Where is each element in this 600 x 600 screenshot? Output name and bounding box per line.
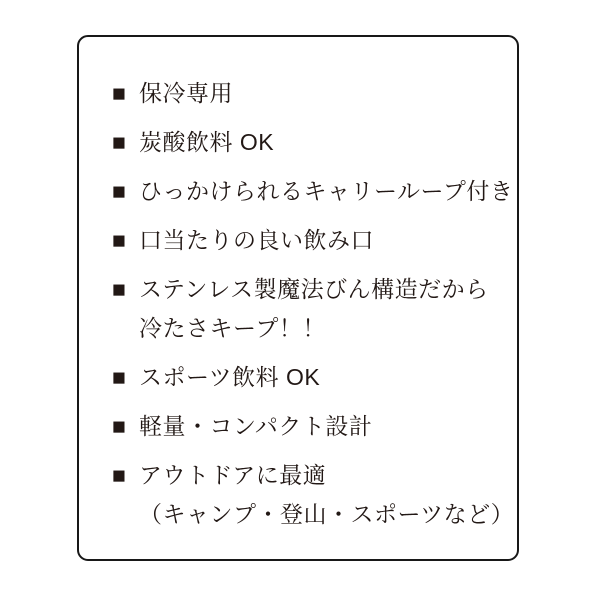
feature-item-sports-drink-ok (112, 358, 503, 397)
feature-text (139, 123, 503, 162)
square-bullet-icon: ■ (112, 364, 127, 390)
feature-item-vacuum-insulation (112, 270, 503, 348)
feature-line: ステンレス製魔法びん構造だから (139, 276, 489, 302)
feature-text (139, 358, 503, 397)
feature-line: （キャンプ・登山・スポーツなど） (139, 501, 515, 527)
feature-text (139, 221, 503, 260)
feature-line: スポーツ飲料 OK (139, 364, 321, 390)
square-bullet-icon: ■ (112, 129, 127, 155)
feature-line: 保冷専用 (139, 80, 233, 106)
square-bullet-icon: ■ (112, 462, 127, 488)
feature-item-mouthpiece (112, 221, 503, 260)
feature-line: 炭酸飲料 OK (139, 129, 275, 155)
feature-item-outdoor (112, 456, 515, 534)
feature-item-cold-only (112, 74, 503, 113)
product-feature-box (77, 35, 519, 561)
feature-text (139, 74, 503, 113)
feature-item-lightweight-compact (112, 407, 503, 446)
feature-item-carry-loop (112, 172, 514, 211)
feature-item-carbonated-ok (112, 123, 503, 162)
feature-line: 口当たりの良い飲み口 (139, 227, 374, 253)
feature-text (139, 270, 503, 348)
feature-text (139, 172, 514, 211)
square-bullet-icon: ■ (112, 80, 127, 106)
feature-line: 軽量・コンパクト設計 (139, 413, 373, 439)
square-bullet-icon: ■ (112, 178, 127, 204)
square-bullet-icon: ■ (112, 276, 127, 302)
feature-text (139, 456, 515, 534)
feature-text (139, 407, 503, 446)
square-bullet-icon: ■ (112, 227, 127, 253)
feature-line: アウトドアに最適 (139, 462, 327, 488)
square-bullet-icon: ■ (112, 413, 127, 439)
feature-line: 冷たさキープ！！ (139, 315, 326, 341)
feature-line: ひっかけられるキャリーループ付き (139, 178, 514, 204)
